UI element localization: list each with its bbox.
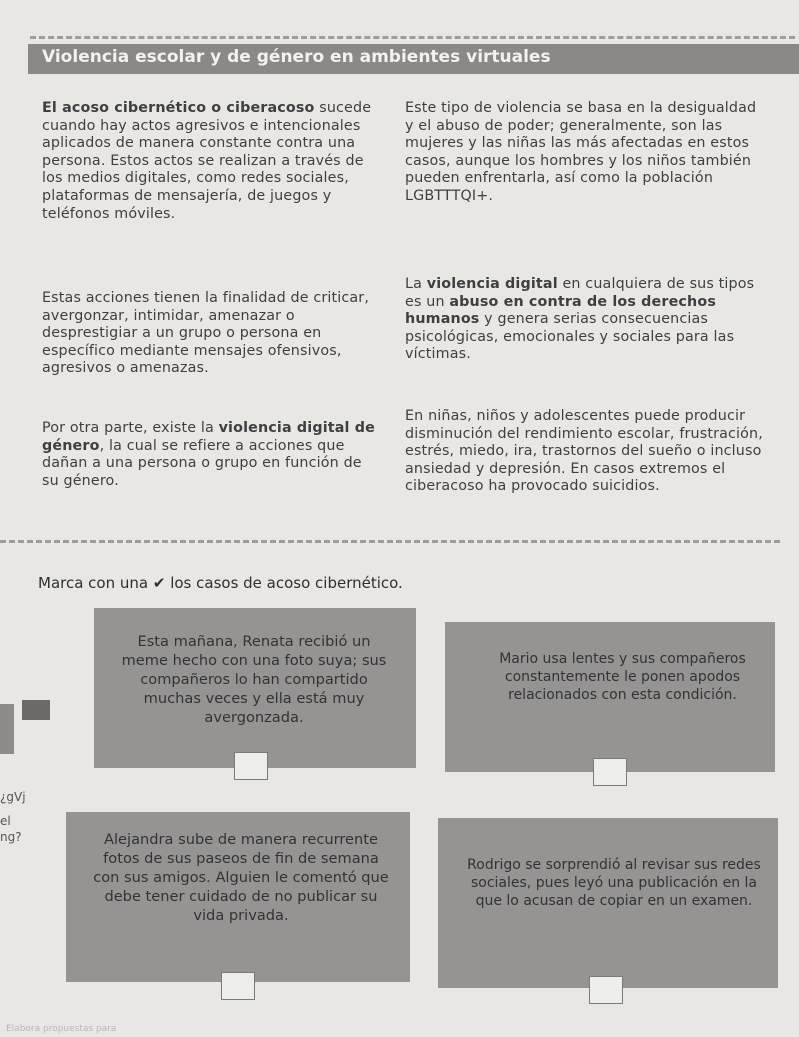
checkmark-icon: ✔ <box>152 574 166 592</box>
case-checkbox-mario[interactable] <box>593 758 627 786</box>
case-text-rodrigo: Rodrigo se sorprendió al revisar sus redes sociales, pues leyó una publicación en la que lo acusan de copiar en un examen. <box>467 857 761 909</box>
case-text-mario: Mario usa lentes y sus compañeros constantemente le ponen apodos relacionados con esta condición. <box>499 651 746 703</box>
right-paragraph-2: La violencia digital en cualquiera de sus tipos es un abuso en contra de los derechos humanos y genera serias consecuencias psicológicas, emocionales y sociales para las víctimas. <box>405 276 755 363</box>
case-checkbox-alejandra[interactable] <box>221 972 255 1000</box>
activity-instruction: Marca con una ✔ los casos de acoso cibernético. <box>38 574 403 592</box>
case-checkbox-rodrigo[interactable] <box>589 976 623 1004</box>
qr-code-fragment-small <box>0 704 14 754</box>
left-paragraph-2: Estas acciones tienen la finalidad de criticar, avergonzar, intimidar, amenazar o desprestigiar a un grupo o persona en específico mediante mensajes ofensivos, agresivos o amenazas. <box>42 290 370 377</box>
left-paragraph-1: El acoso cibernético o ciberacoso sucede cuando hay actos agresivos e intencionales aplicados de manera constante contra una persona. Estos actos se realizan a través de los medios digitales, como redes sociales, plataformas de mensajería, de juegos y teléfonos móviles. <box>42 100 372 222</box>
case-checkbox-renata[interactable] <box>234 752 268 780</box>
margin-text-3: ng? <box>0 830 22 844</box>
term-derechos-humanos: abuso en contra de los derechos humanos <box>405 293 716 328</box>
qr-code-fragment <box>22 700 50 720</box>
margin-text-2: el <box>0 814 11 828</box>
footer-faded-text: Elabora propuestas para <box>6 1024 117 1034</box>
right-paragraph-1: Este tipo de violencia se basa en la desigualdad y el abuso de poder; generalmente, son las mujeres y las niñas las más afectadas en estos casos, aunque los hombres y los niños también pueden enfrentarla, así como la población LGBTTTQI+. <box>405 100 757 204</box>
term-ciberacoso: El acoso cibernético o ciberacoso <box>42 100 315 116</box>
page-title: Violencia escolar y de género en ambientes virtuales <box>42 47 551 67</box>
margin-text-1: ¿gVj <box>0 790 26 804</box>
case-text-alejandra: Alejandra sube de manera recurrente fotos de sus paseos de fin de semana con sus amigos. Alguien le comentó que debe tener cuidado de no publicar su vida privada. <box>93 831 389 924</box>
left-paragraph-3: Por otra parte, existe la violencia digital de género, la cual se refiere a acciones que dañan a una persona o grupo en función de su género. <box>42 420 375 489</box>
bottom-dashed-divider <box>0 540 780 543</box>
case-text-renata: Esta mañana, Renata recibió un meme hecho con una foto suya; sus compañeros lo han compartido muchas veces y ella está muy avergonzada. <box>121 633 387 726</box>
term-violencia-genero: violencia digital de género <box>42 420 375 454</box>
term-violencia-digital: violencia digital <box>426 276 558 292</box>
top-dashed-divider <box>30 36 795 39</box>
right-paragraph-3: En niñas, niños y adolescentes puede producir disminución del rendimiento escolar, frustración, estrés, miedo, ira, trastornos del sueño o incluso ansiedad y depresión. En casos extremos el ciberacoso ha provocado suicidios. <box>405 408 763 495</box>
